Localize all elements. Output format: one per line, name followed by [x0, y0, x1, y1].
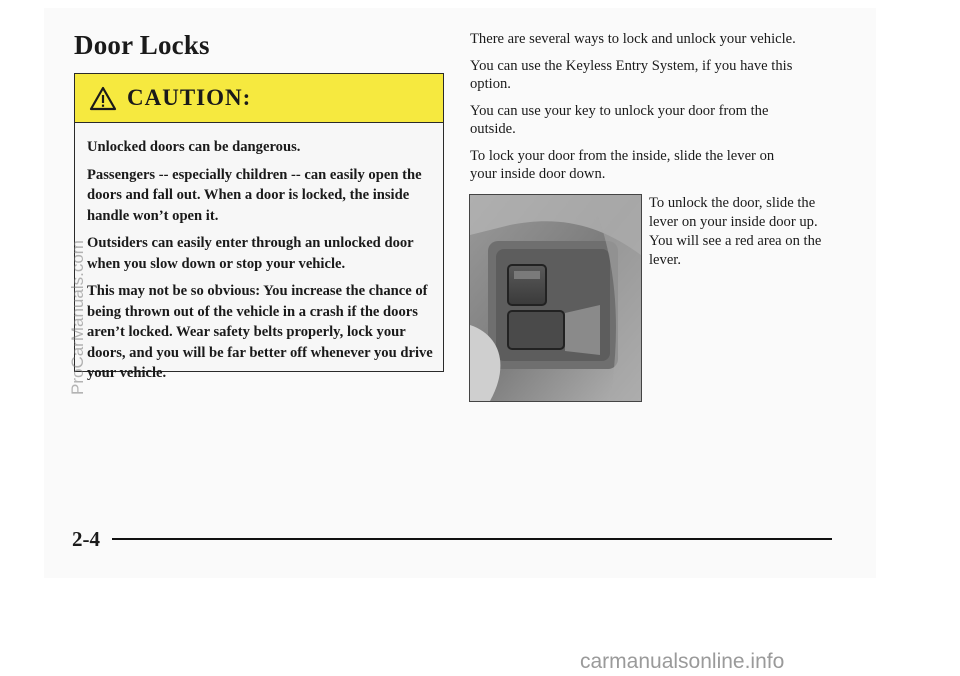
caution-box [74, 73, 444, 381]
caution-paragraph: Unlocked doors can be dangerous. [87, 139, 301, 155]
instruction-paragraph: There are several ways to lock and unlock your vehicle. [470, 31, 796, 47]
footer-rule [112, 538, 832, 540]
door-lock-lever-photo [469, 194, 642, 402]
warning-triangle-icon [89, 86, 117, 111]
page-number: 2-4 [72, 527, 100, 551]
bottom-watermark: carmanualsonline.info [580, 650, 785, 673]
caution-paragraph: Outsiders can easily enter through an unlocked door when you slow down or stop your vehicle. [87, 235, 414, 272]
instruction-paragraph: You can use the Keyless Entry System, if you have this option. [470, 58, 793, 92]
caution-paragraph: This may not be so obvious: You increase the chance of being thrown out of the vehicle in a crash if the doors aren’t locked. Wear safety belts properly, lock your doors, and you will be far better off whenever you drive your vehicle. [87, 283, 433, 381]
caution-paragraph: Passengers -- especially children -- can easily open the doors and fall out. When a door is locked, the inside handle won’t open it. [87, 166, 422, 224]
instruction-paragraph: You can use your key to unlock your door from the outside. [470, 103, 769, 137]
photo-caption: To unlock the door, slide the lever on your inside door up. You will see a red area on the lever. [649, 195, 822, 268]
lock-instructions [470, 30, 870, 192]
section-title: Door Locks [74, 30, 210, 60]
instruction-paragraph: To lock your door from the inside, slide the lever on your inside door down. [470, 148, 775, 182]
side-watermark: ProCarManuals.com [68, 240, 87, 395]
caution-heading: CAUTION: [127, 85, 252, 110]
caution-header [75, 74, 443, 123]
caution-body [75, 123, 443, 384]
